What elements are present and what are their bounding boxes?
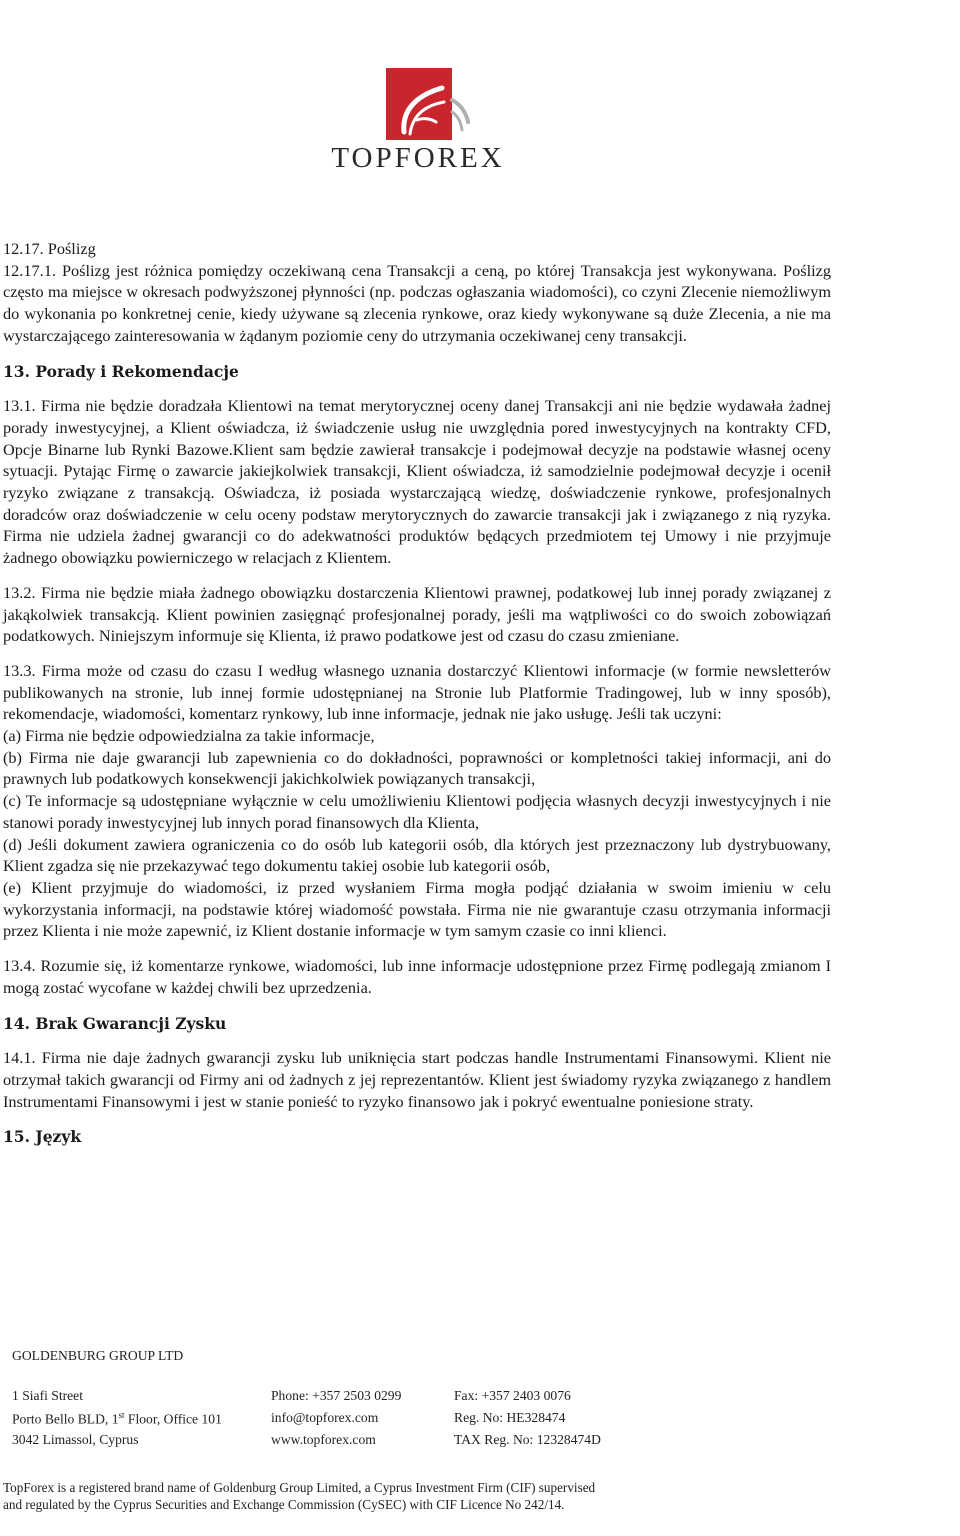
logo-emblem-icon	[318, 60, 518, 142]
footer-tax-reg: TAX Reg. No: 12328474D	[454, 1432, 601, 1447]
section-13-3-a: (a) Firma nie będzie odpowiedzialna za takie informacje,	[3, 726, 375, 746]
regulatory-note-line-1: TopForex is a registered brand name of Goldenburg Group Limited, a Cyprus Investment Firm (CIF) supervised	[3, 1480, 596, 1495]
footer-fax: Fax: +357 2403 0076	[454, 1388, 571, 1403]
footer-address-sup: st	[118, 1410, 125, 1420]
footer-website[interactable]: www.topforex.com	[271, 1432, 376, 1447]
section-13-3: 13.3. Firma może od czasu do czasu I według własnego uznania dostarczyć Klientowi informacje (w formie newsletterów publikowanych na stronie, lub innej formie udostępnianej na Stronie lub Platformie Tradingowej, lub w inny sposób), rekomendacje, wiadomości, komentarz rynkowy, lub inne informacje, jednak nie jako usługę. Jeśli tak uczyni:	[3, 660, 831, 724]
topforex-logo	[318, 60, 518, 180]
section-13-1: 13.1. Firma nie będzie doradzała Klientowi na temat merytorycznej oceny danej Transakcji ani nie będzie wydawała żadnej porady inwestycyjnej, a Klient oświadcza, iż świadczenie usług nie uwzględnia pored inwestycyjnych na kontrakty CFD, Opcje Binarne lub Rynki Bazowe.Klient sam będzie zawierał transakcje i podejmował decyzje na podstawie własnej oceny sytuacji. Pytając Firmę o zawarcie jakiejkolwiek transakcji, Klient oświadcza, iż samodzielnie podejmował decyzje i ocenił ryzyko związane z transakcją. Oświadcza, iż posiada wystarczającą wiedzę, doświadczenie rynkowe, profesjonalnych doradców oraz doświadczenie w celu oceny podstaw merytorycznych do zawarcie transakcji jak i związanego z nią ryzyka. Firma nie udziela żadnej gwarancji co do adekwatności produktów będących przedmiotem tej Umowy i nie przyjmuje żadnego obowiązku powierniczego w relacjach z Klientem.	[3, 396, 831, 568]
section-12-17-title: 12.17. Poślizg	[3, 239, 96, 258]
heading-15: 15. Język	[3, 1127, 82, 1147]
footer-phone: Phone: +357 2503 0299	[271, 1388, 402, 1403]
document-body	[3, 238, 831, 1161]
section-13-3-e: (e) Klient przyjmuje do wiadomości, iz przed wysłaniem Firma mogła podjąć działania w swoim imieniu w celu wykorzystania informacji, na podstawie której wiadomość powstała. Firma nie nie gwarantuje czasu otrzymania informacji przez Klienta i nie może zapewnić, iz Klient dostanie informacje w tym samym czasie co inni klienci.	[3, 877, 831, 941]
section-13-4: 13.4. Rozumie się, iż komentarze rynkowe, wiadomości, lub inne informacje udostępnione przez Firmę podlegają zmianom I mogą zostać wycofane w każdej chwili bez uprzedzenia.	[3, 956, 831, 997]
section-13-3-c: (c) Te informacje są udostępniane wyłącznie w celu umożliwieniu Klientowi podjęcia własnych decyzji inwestycyjnych i nie stanowi porady inwestycyjnej lub innych porad finansowych dla Klienta,	[3, 791, 831, 832]
footer-address-line-2	[12, 1410, 222, 1428]
section-13-2: 13.2. Firma nie będzie miała żadnego obowiązku dostarczenia Klientowi prawnej, podatkowej lub innej porady związanej z jakąkolwiek transakcją. Klient powinien zasięgnąć profesjonalnej porady, jeśli ma wątpliwości co do swoich zobowiązań podatkowych. Niniejszym informuje się Klienta, iż prawo podatkowe jest od czasu do czasu zmieniane.	[3, 582, 831, 646]
section-12-17-1: 12.17.1. Poślizg jest różnica pomiędzy oczekiwaną cena Transakcji a ceną, po której Transakcja jest wykonywana. Poślizg często ma miejsce w okresach podwyższonej płynności (np. podczas ogłaszania wiadomości), co czyni Zlecenie niemożliwym do wykonania po konkretnej cenie, kiedy używane są zlecenia rynkowe, oraz kiedy wykonywane są duże Zlecenia, a nie ma wystarczającego zainteresowania w żądanym poziomie ceny do utrzymania oczekiwanej ceny transakcji.	[3, 260, 831, 345]
section-14-1: 14.1. Firma nie daje żadnych gwarancji zysku lub uniknięcia start podczas handle Instrumentami Finansowymi. Klient nie otrzymał takich gwarancji od Firmy ani od żadnych z jej reprezentantów. Klient jest świadomy ryzyka związanego z handlem Instrumentami Finansowymi i jest w stanie ponieść to ryzyko finansowo jak i pokryć ewentualne poniesione straty.	[3, 1048, 831, 1111]
footer-reg-no: Reg. No: HE328474	[454, 1410, 566, 1425]
section-13-3-d: (d) Jeśli dokument zawiera ograniczenia co do osób lub kategorii osób, dla których jest przeznaczony lub dystrybuowany, Klient zgadza się nie przekazywać tego dokumentu takiej osobie lub kategorii osób,	[3, 834, 831, 876]
footer-address-line-2-pre: Porto Bello BLD, 1	[12, 1411, 119, 1427]
footer-address-line-3: 3042 Limassol, Cyprus	[12, 1432, 139, 1447]
section-13-3-b: (b) Firma nie daje gwarancji lub zapewnienia co do dokładności, poprawności or kompletności takiej informacji, ani do prawnych lub podatkowych konsekwencji jakichkolwiek powiązanych transakcji,	[3, 747, 831, 789]
heading-13: 13. Porady i Rekomendacje	[3, 361, 239, 381]
regulatory-note-line-2: and regulated by the Cyprus Securities and Exchange Commission (CySEC) with CIF Licence No 242/14.	[3, 1496, 565, 1512]
footer-company: GOLDENBURG GROUP LTD	[12, 1348, 184, 1363]
footer-address-line-1: 1 Siafi Street	[12, 1388, 83, 1403]
footer-address-line-2-post: Floor, Office 101	[124, 1411, 222, 1427]
logo-wordmark: TOPFOREX	[331, 142, 505, 174]
footer-email[interactable]: info@topforex.com	[271, 1410, 379, 1425]
heading-14: 14. Brak Gwarancji Zysku	[3, 1013, 227, 1033]
regulatory-note	[3, 1480, 703, 1513]
